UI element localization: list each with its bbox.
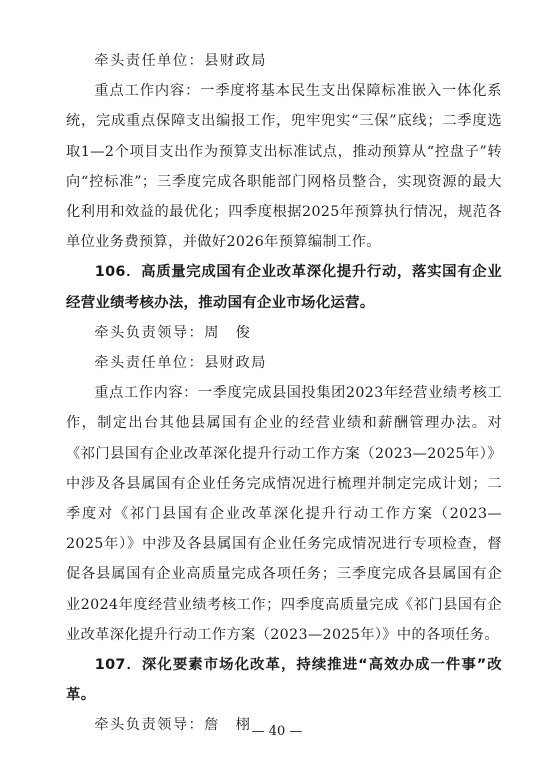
document-body [66, 46, 502, 741]
item-107-heading: 107．深化要素市场化改革，持续推进“高效办成一件事”改革。 [66, 657, 502, 704]
responsible-leader-label: 牵头负责领导：詹 栩 [94, 717, 252, 734]
item-106-heading: 106．高质量完成国有企业改革深化提升行动，落实国有企业经营业绩考核办法，推动国有企业市场化运营。 [66, 264, 502, 311]
responsible-unit-label: 牵头责任单位：县财政局 [94, 355, 267, 372]
work-content-paragraph: 重点工作内容：一季度完成县国投集团2023年经营业绩考核工作，制定出台其他县属国有企业的经营业绩和薪酬管理办法。对《祁门县国有企业改革深化提升行动工作方案（2023—2025年）》中涉及各县属国有企业任务完成情况进行梳理并制定完成计划；二季度对《祁门县国有企业改革深化提升行动工作方案（2023—2025年）》中涉及各县属国有企业任务完成情况进行专项检查，督促各县属国有企业高质量完成各项任务；三季度完成各县属国有企业2024年度经营业绩考核工作；四季度高质量完成《祁门县国有企业改革深化提升行动工作方案（2023—2025年）》中的各项任务。 [66, 385, 502, 643]
responsible-leader-label: 牵头负责领导：周 俊 [94, 324, 252, 341]
responsible-unit-label: 牵头责任单位：县财政局 [94, 53, 267, 69]
page-number: — 40 — [251, 724, 303, 739]
work-content-paragraph: 重点工作内容：一季度将基本民生支出保障标准嵌入一体化系统，完成重点保障支出编报工作，兜牢兜实“三保”底线；二季度选取1—2个项目支出作为预算支出标准试点，推动预算从“控盘子”转向“控标准”；三季度完成各职能部门网格员整合，实现资源的最大化利用和效益的最优化；四季度根据2025年预算执行情况，规范各单位业务费预算，并做好2026年预算编制工作。 [66, 83, 502, 251]
